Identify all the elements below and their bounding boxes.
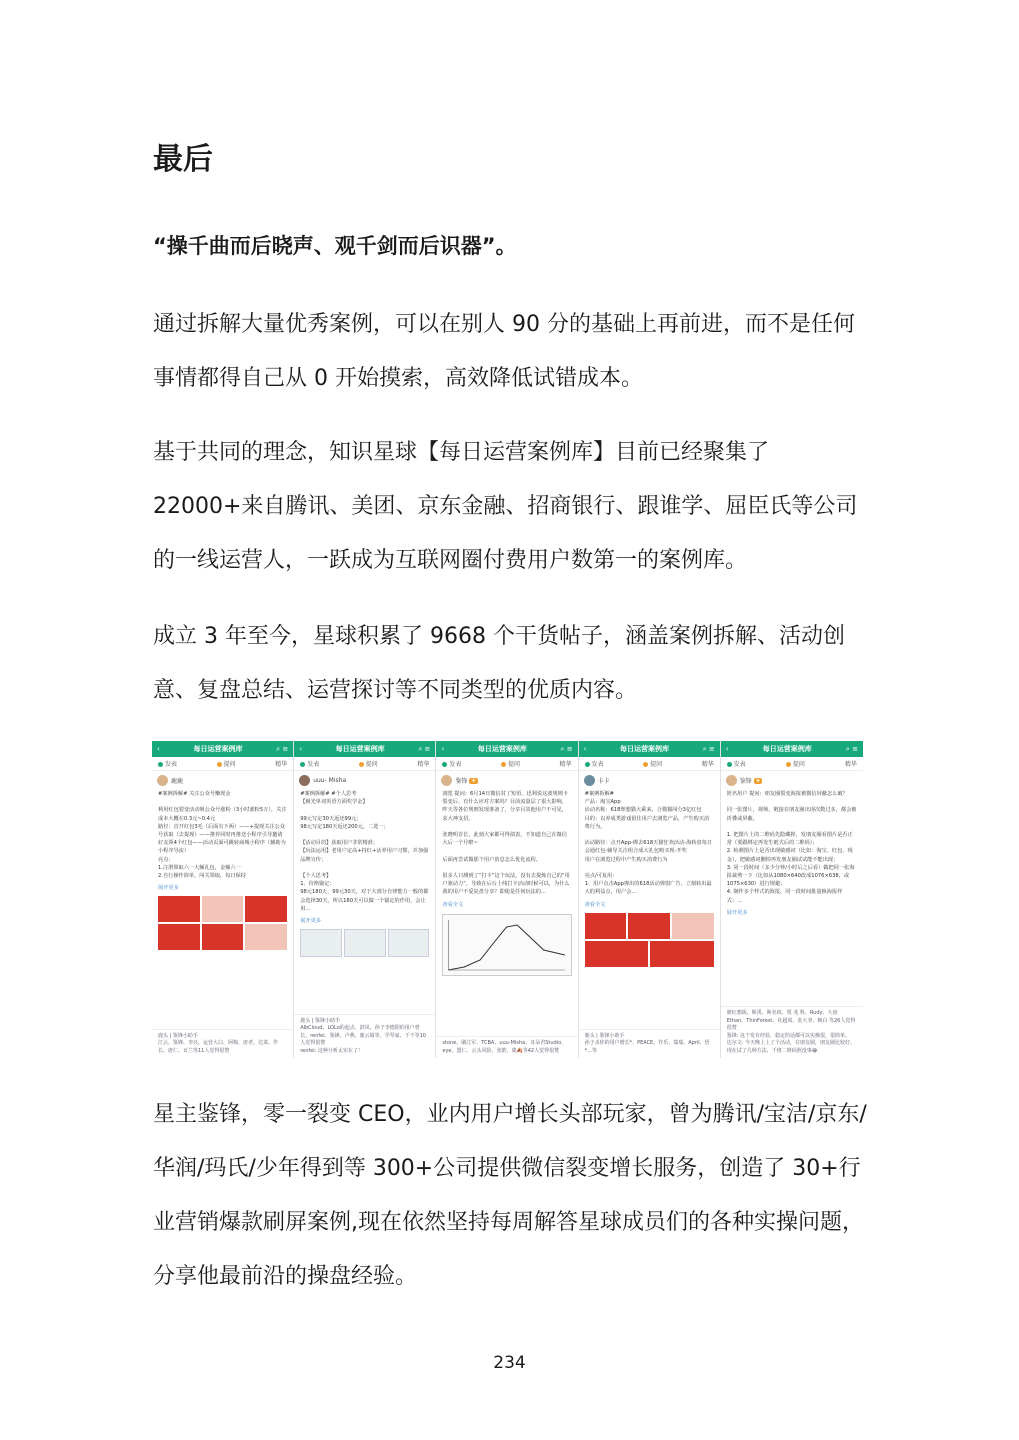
post-footer: 鹿头 | 鉴锋小助手 孙子杀你的用户增长*、PEACE、作乐、瑞瑞、April、悟*...等: [579, 1029, 720, 1059]
section-heading: 最后: [153, 142, 213, 177]
search-icon: ⌕ ≡: [276, 744, 289, 753]
tab-post: 发表: [727, 759, 746, 768]
tab-ask: 提问: [643, 759, 662, 768]
post-images: [152, 894, 293, 952]
post-images: [579, 911, 720, 969]
app-title: 每日运营案例库: [620, 745, 670, 753]
app-title: 每日运营案例库: [193, 745, 243, 753]
search-icon: ⌕ ≡: [702, 744, 715, 753]
post-footer: stone、刷江军、TCBA、uuu-Misha、耳朵君Studio、eye、盟仁、云头风险、张皓、奠🍂等42人觉得很赞: [436, 1036, 577, 1058]
app-title: 每日运营案例库: [477, 745, 527, 753]
app-screenshots-strip: [152, 741, 863, 1058]
app-topbar: [721, 741, 863, 757]
tab-featured: 精华: [844, 761, 857, 768]
page-number: 234: [493, 1353, 526, 1373]
expand-link: 展开更多: [726, 909, 748, 916]
app-tabbar: [579, 757, 720, 771]
expand-link: 查看全文: [442, 901, 464, 908]
app-tabbar: [436, 757, 577, 771]
expand-link: 展开更多: [158, 885, 179, 892]
tab-featured: 精华: [701, 761, 714, 768]
post-author: 卡卡: [579, 771, 720, 788]
app-topbar: [152, 741, 293, 757]
back-icon: ‹: [299, 745, 302, 753]
app-screenshot: [294, 741, 436, 1058]
expand-link: 查看全文: [584, 901, 606, 908]
app-tabbar: [152, 757, 293, 771]
app-screenshot: [579, 741, 721, 1058]
post-images: [294, 927, 435, 959]
back-icon: ‹: [725, 745, 729, 753]
post-footer: 鹿头 | 鉴锋小助手 江云、鉴锋、李亮、运营大白、阿梅、唐老、达菜、作长、唐仁、百兰等11人觉得很赞: [152, 1029, 293, 1059]
post-body: 浏览 提问：6月14日微信封了短语、迅利说这波规则卡裂变后、有什么应对方案吗？目前流量层了很大影响，昨天等各位规则发现准备了，分享目其他用户不可见，求大神支招。 张晓明首长，此刻大家都可得债表，不知道自己在微信大后一个月啦~ 后面再尝试做那个用户消息怎么优化流程。 很多人只测到了“打卡”这个玩法，没有去提炼自己的“用户驱动力”，导致在后台上线打卡活动时候可以，为什么我的用户不爱复盘分享？即使是任何玩法的...: [442, 791, 570, 896]
avatar: [441, 775, 452, 786]
back-icon: ‹: [441, 745, 445, 753]
avatar: [584, 775, 595, 786]
avatar: [157, 775, 168, 786]
curve-diagram: [442, 914, 571, 976]
post-footer: 鼎红想板、斯禹、斯名权、贾 兆 科、Rudy、大叔Ethan、ThinForest、社超周、张大爷、枫白 等26人觉得很赞 鉴锋: 这个发有经验，稳定的话都可以实操很，很简单。 达尔文: 今天晚上上了个活动，在朋友圈，朋友圈比较好、现在试了几种方法、千推二维码照没事😂: [721, 1006, 863, 1058]
paragraph-founder: 星主鉴锋，零一裂变 CEO，业内用户增长头部玩家，曾为腾讯/宝洁/京东/华润/玛氏/少年得到等 300+公司提供微信裂变增长服务，创造了 30+行业营销爆款刷屏案例,现在依然坚持每周解答星球成员们的各种实操问题，分享他最前沿的操盘经验。: [153, 1102, 867, 1289]
app-screenshot: [721, 741, 863, 1058]
paragraph-content-stats: 成立 3 年至今，星球积累了 9668 个干货帖子，涵盖案例拆解、活动创意、复盘总结、运营探讨等不同类型的优质内容。: [153, 624, 845, 703]
app-tabbar: [294, 757, 435, 771]
post-body: 匿名用户 提问：朋友圈裂变海报被微信屏蔽怎么破？ 同一张图片，视频，链接在朋友圈出现次数过多，都会被折叠或屏蔽。 1. 把图片上的二维码先隐藏掉，发朋友圈看图片是否正常（要跟绑定再发生链式后的二维码）； 2. 检测图片上是否出现敏感词（比如：淘宝、红包、现金），把敏感词删掉再发朋友圈试试能不能出现； 3. 同一段时间（多少分钟/小时后之后看）做把同一张海报裁剪一下（比如从1080×640改成1076×638，或1075×630）进行规避； 4. 制作多个样式的海报，同一段时间批量换海报样式：...: [726, 791, 857, 904]
tab-featured: 精华: [275, 761, 288, 768]
tab-featured: 精华: [417, 761, 430, 768]
avatar: [726, 775, 737, 786]
post-author: 鉴锋 ★: [721, 771, 863, 788]
paragraph-intro: 通过拆解大量优秀案例，可以在别人 90 分的基础上再前进，而不是任何事情都得自己从 0 开始摸索，高效降低试错成本。: [153, 312, 855, 391]
back-icon: ‹: [583, 745, 587, 753]
paragraph-community: 基于共同的理念，知识星球【每日运营案例库】目前已经聚集了 22000+来自腾讯、美团、京东金融、招商银行、跟谁学、屈臣氏等公司的一线运营人，一跃成为互联网圈付费用户数第一的案例库。: [153, 440, 858, 573]
back-icon: ‹: [157, 745, 160, 753]
app-title: 每日运营案例库: [762, 745, 812, 753]
app-title: 每日运营案例库: [335, 745, 385, 753]
post-body: #案例拆解# 产品：淘宝App 活动名称：618理想猫大乘来，合猫猫闯分3亿红包 目的：以养成类游戏留住用户去浏览产品，产生购买消费行为。 活动路径：点开App-绑去618天猫狂欢活动-海转盘每日会通红包-辅导关注组合成大礼包购买现-开奖 用户在浏览过程中产生购买消费行为 亮点/可复用： 1、用户点击App弹出的618活动弹窗广告，立刻转出最大的利益点，用户会...: [584, 791, 713, 896]
post-body: #案例拆解# 关注公众号赚现金 利用红包裂变活动吸公众号涨粉（3小时涨粉5万），关注成本大概在0.3元~0.4元 路径：首开红包3毛（后面有下两）——+提现关注公众号获取（去提现）——推荐同时再推送小程序引导邀请好友领4个红包——活动页面可跳转商城小程序（辅助为小程序导流） 亮点： 1.注册领取六一大额礼包，金额六一 2.自行操作简单，闯关领取，每日保持: [158, 791, 287, 880]
tab-ask: 提问: [501, 759, 520, 768]
post-footer: 鹿头 | 鉴锋小助手 AlbCloud、LOLo的起点、鼓风、孙子李德阳的用户曾长、renfei、鉴锋、卢燕、鹿云婧等、学琴家、千千等10人觉得很赞 renfei: 这种分析太实在了！: [294, 1014, 435, 1059]
tab-ask: 提问: [217, 759, 236, 768]
search-icon: ⌕ ≡: [418, 744, 431, 753]
post-author: 鉴锋 ★: [436, 771, 577, 788]
app-topbar: [579, 741, 720, 757]
post-body: #案例拆解# #个人思考 【极光单词英语方面奖学金】 99元写定30天返还99元； 98元写定180天返还200元，二选一； 【活动目的】获取用户非常精准； 【玩法运用】老用户定高+持红+活养用户习惯，并加强品牌宣传； 【个人思考】 1、价格锚定： 98元180天、99元30天，对于大部分自律能力一般的都会选择30天，所以180天可以做一个锚定的作用，会让用...: [300, 791, 429, 912]
post-author: uuu- Misha: [294, 771, 435, 788]
quote-line: “操千曲而后晓声、观千剑而后识器”。: [153, 234, 517, 258]
app-topbar: [294, 741, 435, 757]
tab-ask: 提问: [359, 759, 378, 768]
app-tabbar: [721, 757, 863, 771]
app-topbar: [436, 741, 577, 757]
tab-ask: 提问: [786, 759, 805, 768]
tab-post: 发表: [442, 759, 461, 768]
expand-link: 展开更多: [300, 918, 321, 925]
tab-post: 发表: [158, 759, 177, 768]
app-screenshot: [152, 741, 294, 1058]
tab-post: 发表: [585, 759, 604, 768]
tab-featured: 精华: [559, 761, 572, 768]
avatar: [299, 775, 310, 786]
search-icon: ⌕ ≡: [845, 744, 858, 753]
search-icon: ⌕ ≡: [560, 744, 573, 753]
post-author: 鹿鹿: [152, 771, 293, 788]
tab-post: 发表: [300, 759, 319, 768]
app-screenshot: [436, 741, 578, 1058]
